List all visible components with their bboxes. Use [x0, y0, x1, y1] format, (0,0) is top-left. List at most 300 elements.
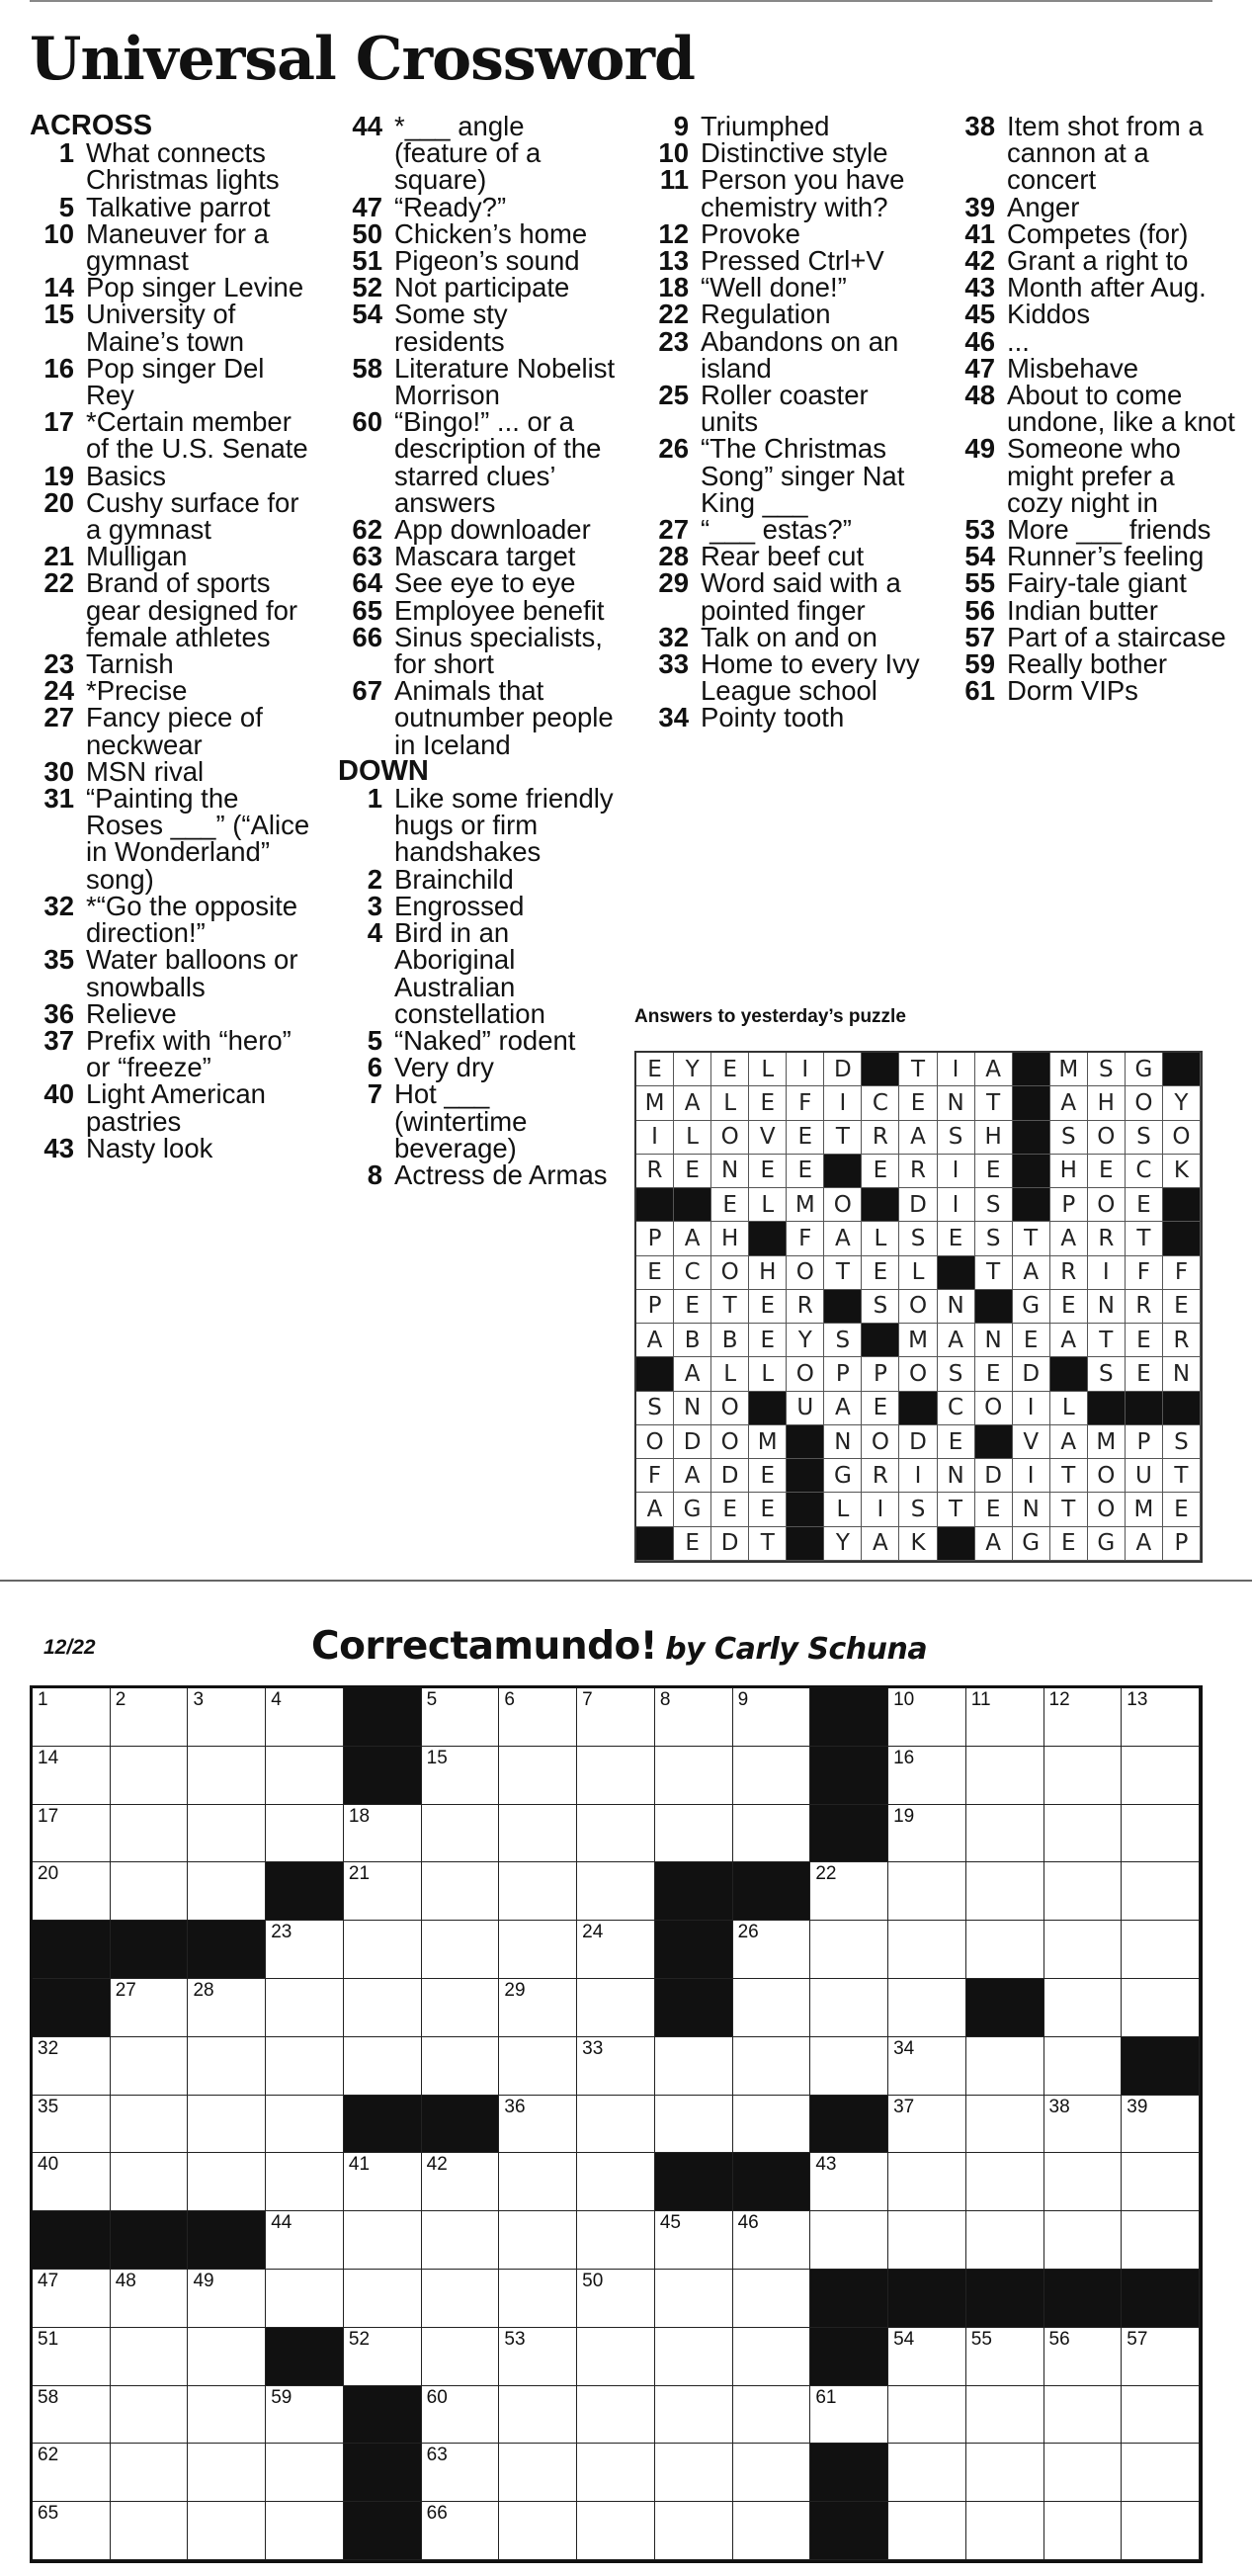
grid-cell[interactable]	[655, 2037, 733, 2096]
grid-cell[interactable]	[888, 2444, 966, 2502]
grid-cell[interactable]	[1122, 2444, 1200, 2502]
cell-number: 12	[1048, 1689, 1070, 1710]
grid-cell[interactable]	[266, 2444, 344, 2502]
grid-cell[interactable]	[888, 2328, 966, 2386]
grid-cell[interactable]	[111, 2444, 189, 2502]
grid-cell[interactable]	[733, 2096, 811, 2154]
clue-number: 44	[352, 111, 382, 141]
cell-number: 3	[193, 1689, 205, 1710]
grid-cell[interactable]	[1044, 2386, 1123, 2445]
clue-number: 3	[367, 890, 382, 921]
grid-cell[interactable]	[422, 1979, 500, 2037]
grid-cell[interactable]	[888, 2502, 966, 2560]
grid-cell[interactable]	[577, 2444, 655, 2502]
grid-cell[interactable]	[733, 1688, 811, 1747]
clue-number: 58	[352, 352, 382, 384]
grid-cell[interactable]	[577, 1921, 655, 1979]
answer-letter: A	[1050, 1425, 1088, 1459]
answer-letter: H	[749, 1256, 787, 1290]
grid-cell[interactable]	[344, 1862, 422, 1921]
grid-cell[interactable]	[577, 2153, 655, 2211]
grid-cell[interactable]	[499, 1805, 577, 1863]
clue-item	[338, 890, 625, 921]
answer-black-square	[899, 1392, 937, 1425]
grid-cell[interactable]	[888, 1862, 966, 1921]
clue-text: Nasty look	[86, 1132, 213, 1163]
answer-letter: M	[1088, 1425, 1126, 1459]
grid-cell[interactable]	[188, 1862, 266, 1921]
answers-title: Answers to yesterday’s puzzle	[634, 1006, 906, 1027]
grid-cell[interactable]	[1044, 1688, 1123, 1747]
grid-cell[interactable]	[1044, 2153, 1123, 2211]
clue-number: 5	[58, 191, 74, 222]
clue-number: 42	[964, 245, 995, 277]
grid-cell[interactable]	[966, 1921, 1044, 1979]
clue-number: 23	[43, 648, 74, 680]
grid-cell[interactable]	[1044, 2096, 1123, 2154]
grid-cell[interactable]	[810, 1979, 888, 2037]
grid-cell[interactable]	[188, 2096, 266, 2154]
answer-letter: F	[636, 1459, 674, 1493]
grid-cell[interactable]	[655, 2270, 733, 2328]
grid-cell[interactable]	[1044, 2328, 1123, 2386]
answer-black-square	[787, 1527, 824, 1561]
grid-cell[interactable]	[655, 2444, 733, 2502]
grid-cell[interactable]	[422, 2153, 500, 2211]
answer-letter: D	[711, 1527, 749, 1561]
grid-cell[interactable]	[1122, 1805, 1200, 1863]
grid-cell[interactable]	[966, 1747, 1044, 1805]
grid-cell[interactable]	[577, 2502, 655, 2560]
answer-letter: E	[749, 1086, 787, 1120]
answer-letter: E	[1088, 1155, 1126, 1188]
grid-cell[interactable]	[422, 2502, 500, 2560]
answer-letter: E	[975, 1493, 1013, 1526]
clue-item	[338, 863, 625, 895]
clue-text: Brand of sports gear designed for female athletes	[86, 567, 298, 652]
grid-cell[interactable]	[733, 1805, 811, 1863]
grid-cell[interactable]	[266, 2037, 344, 2096]
cell-number: 51	[38, 2328, 59, 2350]
grid-cell[interactable]	[1044, 1921, 1123, 1979]
cell-number: 47	[38, 2270, 59, 2291]
grid-cell[interactable]	[266, 2153, 344, 2211]
grid-cell[interactable]	[810, 2037, 888, 2096]
grid-cell[interactable]	[966, 1862, 1044, 1921]
grid-cell[interactable]	[499, 2096, 577, 2154]
grid-cell[interactable]	[966, 2444, 1044, 2502]
grid-cell[interactable]	[577, 1862, 655, 1921]
grid-cell[interactable]	[111, 1862, 189, 1921]
grid-cell[interactable]	[1044, 2037, 1123, 2096]
grid-cell[interactable]	[966, 1805, 1044, 1863]
grid-cell[interactable]	[499, 2037, 577, 2096]
grid-cell[interactable]	[577, 2037, 655, 2096]
clue-item	[644, 621, 931, 652]
answer-letter: O	[975, 1392, 1013, 1425]
black-square	[655, 1979, 733, 2037]
black-square	[344, 2386, 422, 2445]
cell-number: 41	[348, 2154, 371, 2176]
cell-number: 49	[193, 2270, 214, 2291]
grid-cell[interactable]	[344, 1979, 422, 2037]
grid-cell[interactable]	[33, 2328, 111, 2386]
grid-cell[interactable]	[733, 2037, 811, 2096]
grid-cell[interactable]	[499, 1688, 577, 1747]
grid-cell[interactable]	[1044, 2502, 1123, 2560]
clue-item	[644, 113, 931, 139]
grid-cell[interactable]	[733, 2502, 811, 2560]
grid-cell[interactable]	[344, 2037, 422, 2096]
grid-cell[interactable]	[888, 2211, 966, 2270]
grid-cell[interactable]	[888, 2037, 966, 2096]
cell-number: 14	[38, 1747, 59, 1768]
grid-cell[interactable]	[966, 2037, 1044, 2096]
grid-cell[interactable]	[266, 2211, 344, 2270]
answer-letter: S	[824, 1324, 862, 1357]
answer-letter: T	[749, 1527, 787, 1561]
grid-cell[interactable]	[733, 2386, 811, 2445]
cell-number: 62	[38, 2445, 59, 2466]
grid-cell[interactable]	[111, 2502, 189, 2560]
clue-text: About to come undone, like a knot	[1007, 380, 1235, 438]
grid-cell[interactable]	[111, 2270, 189, 2328]
grid-cell[interactable]	[111, 1688, 189, 1747]
grid-cell[interactable]	[188, 2328, 266, 2386]
grid-cell[interactable]	[422, 1862, 500, 1921]
grid-cell[interactable]	[188, 1979, 266, 2037]
answer-letter: P	[862, 1357, 899, 1391]
answer-letter: E	[1126, 1357, 1163, 1391]
answer-letter: A	[862, 1527, 899, 1561]
grid-cell[interactable]	[655, 1688, 733, 1747]
grid-cell[interactable]	[188, 1747, 266, 1805]
clue-number: 14	[43, 272, 74, 303]
grid-cell[interactable]	[344, 1805, 422, 1863]
clue-text: Tarnish	[86, 648, 174, 680]
grid-cell[interactable]	[422, 1921, 500, 1979]
clue-item	[30, 274, 316, 301]
grid-cell[interactable]	[33, 1805, 111, 1863]
answer-letter: E	[862, 1155, 899, 1188]
clue-text: Item shot from a cannon at a concert	[1007, 111, 1204, 196]
grid-cell[interactable]	[33, 2386, 111, 2445]
grid-cell[interactable]	[499, 2211, 577, 2270]
grid-cell[interactable]	[422, 2386, 500, 2445]
grid-cell[interactable]	[33, 1747, 111, 1805]
answer-letter: E	[1126, 1324, 1163, 1357]
grid-cell[interactable]	[655, 2328, 733, 2386]
grid-cell[interactable]	[1044, 2444, 1123, 2502]
grid-cell[interactable]	[1044, 1979, 1123, 2037]
grid-cell[interactable]	[188, 2270, 266, 2328]
grid-cell[interactable]	[966, 2502, 1044, 2560]
grid-cell[interactable]	[1122, 2211, 1200, 2270]
grid-cell[interactable]	[188, 2386, 266, 2445]
grid-cell[interactable]	[499, 1862, 577, 1921]
answer-letter: R	[862, 1121, 899, 1155]
grid-cell[interactable]	[266, 1921, 344, 1979]
grid-cell[interactable]	[1044, 1747, 1123, 1805]
grid-cell[interactable]	[1044, 1805, 1123, 1863]
grid-cell[interactable]	[344, 1921, 422, 1979]
grid-cell[interactable]	[33, 2502, 111, 2560]
clue-item	[338, 1161, 625, 1188]
grid-cell[interactable]	[422, 2328, 500, 2386]
grid-cell[interactable]	[188, 2502, 266, 2560]
grid-cell[interactable]	[733, 1747, 811, 1805]
grid-cell[interactable]	[499, 1747, 577, 1805]
grid-cell[interactable]	[577, 2096, 655, 2154]
grid-cell[interactable]	[422, 2270, 500, 2328]
grid-cell[interactable]	[33, 1688, 111, 1747]
black-square	[733, 2153, 811, 2211]
clue-number: 10	[43, 217, 74, 249]
grid-cell[interactable]	[888, 2096, 966, 2154]
grid-cell[interactable]	[888, 2153, 966, 2211]
answer-letter: A	[1050, 1086, 1088, 1120]
grid-cell[interactable]	[810, 1862, 888, 1921]
grid-cell[interactable]	[655, 1747, 733, 1805]
grid-cell[interactable]	[266, 2270, 344, 2328]
grid-cell[interactable]	[422, 2211, 500, 2270]
answer-letter: E	[749, 1155, 787, 1188]
answer-letter: S	[1088, 1357, 1126, 1391]
grid-cell[interactable]	[577, 1805, 655, 1863]
grid-cell[interactable]	[577, 2270, 655, 2328]
clue-number: 56	[964, 594, 995, 626]
answer-letter: E	[674, 1155, 711, 1188]
answer-letter: E	[975, 1155, 1013, 1188]
grid-cell[interactable]	[810, 2211, 888, 2270]
clue-text: Misbehave	[1007, 352, 1138, 384]
grid-cell[interactable]	[499, 2153, 577, 2211]
grid-cell[interactable]	[422, 1805, 500, 1863]
grid-cell[interactable]	[966, 2211, 1044, 2270]
grid-cell[interactable]	[733, 2211, 811, 2270]
grid-cell[interactable]	[422, 1688, 500, 1747]
cell-number: 40	[38, 2154, 59, 2176]
answer-letter: R	[787, 1290, 824, 1324]
answer-letter: P	[636, 1290, 674, 1324]
answer-letter: O	[711, 1121, 749, 1155]
grid-cell[interactable]	[33, 2037, 111, 2096]
grid-cell[interactable]	[499, 2328, 577, 2386]
clue-item	[338, 1024, 625, 1056]
clue-text: “Well done!”	[701, 272, 847, 303]
grid-cell[interactable]	[499, 2270, 577, 2328]
grid-cell[interactable]	[810, 2386, 888, 2445]
grid-cell[interactable]	[888, 2386, 966, 2445]
clue-text: Distinctive style	[701, 137, 888, 169]
clue-text: Competes (for)	[1007, 217, 1189, 249]
grid-cell[interactable]	[111, 2153, 189, 2211]
answer-letter: E	[1013, 1324, 1050, 1357]
grid-cell[interactable]	[111, 2386, 189, 2445]
cell-number: 60	[426, 2386, 448, 2408]
grid-cell[interactable]	[966, 1688, 1044, 1747]
grid-cell[interactable]	[111, 1805, 189, 1863]
grid-cell[interactable]	[577, 1747, 655, 1805]
grid-cell[interactable]	[266, 2502, 344, 2560]
answer-black-square	[1013, 1188, 1050, 1222]
grid-cell[interactable]	[344, 2328, 422, 2386]
grid-cell[interactable]	[188, 2444, 266, 2502]
grid-cell[interactable]	[266, 2386, 344, 2445]
clue-text: Anger	[1007, 191, 1080, 222]
grid-cell[interactable]	[344, 2270, 422, 2328]
grid-cell[interactable]	[810, 1921, 888, 1979]
black-square	[810, 2502, 888, 2560]
grid-cell[interactable]	[266, 1805, 344, 1863]
grid-cell[interactable]	[1122, 1688, 1200, 1747]
cell-number: 29	[504, 1979, 526, 2001]
clue-number: 61	[964, 675, 995, 707]
grid-cell[interactable]	[188, 1688, 266, 1747]
grid-cell[interactable]	[733, 1979, 811, 2037]
clue-item	[644, 217, 931, 249]
grid-cell[interactable]	[499, 1979, 577, 2037]
answer-letter: G	[1013, 1527, 1050, 1561]
clue-number: 27	[43, 702, 74, 733]
grid-cell[interactable]	[655, 2502, 733, 2560]
clue-item	[30, 406, 316, 465]
clue-text: Like some friendly hugs or firm handshakes	[394, 783, 614, 868]
grid-cell[interactable]	[33, 2444, 111, 2502]
grid-cell[interactable]	[266, 1747, 344, 1805]
clue-item	[30, 137, 316, 196]
grid-cell[interactable]	[1122, 2328, 1200, 2386]
grid-cell[interactable]	[422, 2037, 500, 2096]
grid-cell[interactable]	[188, 2037, 266, 2096]
grid-cell[interactable]	[33, 1862, 111, 1921]
grid-cell[interactable]	[33, 2096, 111, 2154]
answer-black-square	[1013, 1053, 1050, 1086]
grid-cell[interactable]	[966, 2153, 1044, 2211]
answer-letter: E	[1163, 1290, 1201, 1324]
clue-number: 27	[658, 514, 689, 546]
grid-cell[interactable]	[888, 1921, 966, 1979]
grid-cell[interactable]	[111, 2037, 189, 2096]
grid-cell[interactable]	[1122, 1921, 1200, 1979]
answer-black-square	[862, 1053, 899, 1086]
grid-cell[interactable]	[111, 1747, 189, 1805]
cell-number: 36	[504, 2096, 526, 2117]
grid-cell[interactable]	[1122, 2502, 1200, 2560]
grid-cell[interactable]	[966, 2386, 1044, 2445]
answer-letter: D	[824, 1053, 862, 1086]
grid-cell[interactable]	[499, 2444, 577, 2502]
grid-cell[interactable]	[577, 2211, 655, 2270]
clue-text: Fairy-tale giant	[1007, 567, 1187, 599]
grid-cell[interactable]	[499, 2502, 577, 2560]
grid-cell[interactable]	[266, 1979, 344, 2037]
answer-letter: B	[711, 1324, 749, 1357]
grid-cell[interactable]	[111, 2328, 189, 2386]
puzzle-title	[311, 1624, 927, 1669]
grid-cell[interactable]	[499, 2386, 577, 2445]
grid-cell[interactable]	[422, 1747, 500, 1805]
answer-letter: G	[1013, 1290, 1050, 1324]
answer-letter: I	[636, 1121, 674, 1155]
grid-cell[interactable]	[655, 2096, 733, 2154]
grid-cell[interactable]	[966, 2096, 1044, 2154]
clue-item	[951, 325, 1237, 357]
grid-cell[interactable]	[33, 2270, 111, 2328]
grid-cell[interactable]	[577, 2328, 655, 2386]
grid-cell[interactable]	[1122, 1862, 1200, 1921]
grid-cell[interactable]	[33, 2153, 111, 2211]
black-square	[810, 2096, 888, 2154]
grid-cell[interactable]	[888, 1805, 966, 1863]
clue-text: “Ready?”	[394, 191, 507, 222]
clue-item	[30, 785, 316, 893]
grid-cell[interactable]	[733, 2270, 811, 2328]
clue-item	[30, 675, 316, 707]
grid-cell[interactable]	[266, 1688, 344, 1747]
grid-cell[interactable]	[733, 2328, 811, 2386]
grid-cell[interactable]	[1122, 2386, 1200, 2445]
grid-cell[interactable]	[577, 2386, 655, 2445]
answer-letter: E	[749, 1459, 787, 1493]
grid-cell[interactable]	[577, 1979, 655, 2037]
grid-cell[interactable]	[577, 1688, 655, 1747]
clue-number: 13	[658, 245, 689, 277]
grid-cell[interactable]	[733, 2444, 811, 2502]
grid-cell[interactable]	[888, 1747, 966, 1805]
grid-cell[interactable]	[810, 2153, 888, 2211]
grid-cell[interactable]	[966, 2328, 1044, 2386]
grid-cell[interactable]	[422, 2444, 500, 2502]
answer-letter: A	[1050, 1222, 1088, 1255]
grid-cell[interactable]	[111, 1979, 189, 2037]
grid-cell[interactable]	[266, 2096, 344, 2154]
answer-letter: V	[749, 1121, 787, 1155]
cell-number: 20	[38, 1863, 59, 1885]
grid-cell[interactable]	[888, 1979, 966, 2037]
grid-cell[interactable]	[1122, 2153, 1200, 2211]
grid-cell[interactable]	[655, 2386, 733, 2445]
answer-black-square	[938, 1256, 975, 1290]
grid-cell[interactable]	[1044, 2211, 1123, 2270]
grid-cell[interactable]	[655, 1805, 733, 1863]
grid-cell[interactable]	[1122, 1747, 1200, 1805]
clue-number: 54	[964, 541, 995, 572]
grid-cell[interactable]	[888, 1688, 966, 1747]
answer-letter: T	[1163, 1459, 1201, 1493]
answer-letter: E	[749, 1493, 787, 1526]
grid-cell[interactable]	[655, 2211, 733, 2270]
grid-cell[interactable]	[1122, 2096, 1200, 2154]
grid-cell[interactable]	[111, 2096, 189, 2154]
grid-cell[interactable]	[188, 1805, 266, 1863]
grid-cell[interactable]	[344, 2153, 422, 2211]
grid-cell[interactable]	[1044, 1862, 1123, 1921]
clue-number: 12	[658, 217, 689, 249]
answer-letter: O	[1088, 1188, 1126, 1222]
answer-letter: G	[674, 1493, 711, 1526]
answer-letter: A	[674, 1222, 711, 1255]
grid-cell[interactable]	[733, 1921, 811, 1979]
grid-cell[interactable]	[188, 2153, 266, 2211]
answer-letter: A	[1013, 1256, 1050, 1290]
answer-letter: C	[1126, 1155, 1163, 1188]
grid-cell[interactable]	[499, 1921, 577, 1979]
grid-cell[interactable]	[344, 2211, 422, 2270]
clue-text: Engrossed	[394, 890, 525, 921]
answer-letter: B	[674, 1324, 711, 1357]
grid-cell[interactable]	[1122, 1979, 1200, 2037]
